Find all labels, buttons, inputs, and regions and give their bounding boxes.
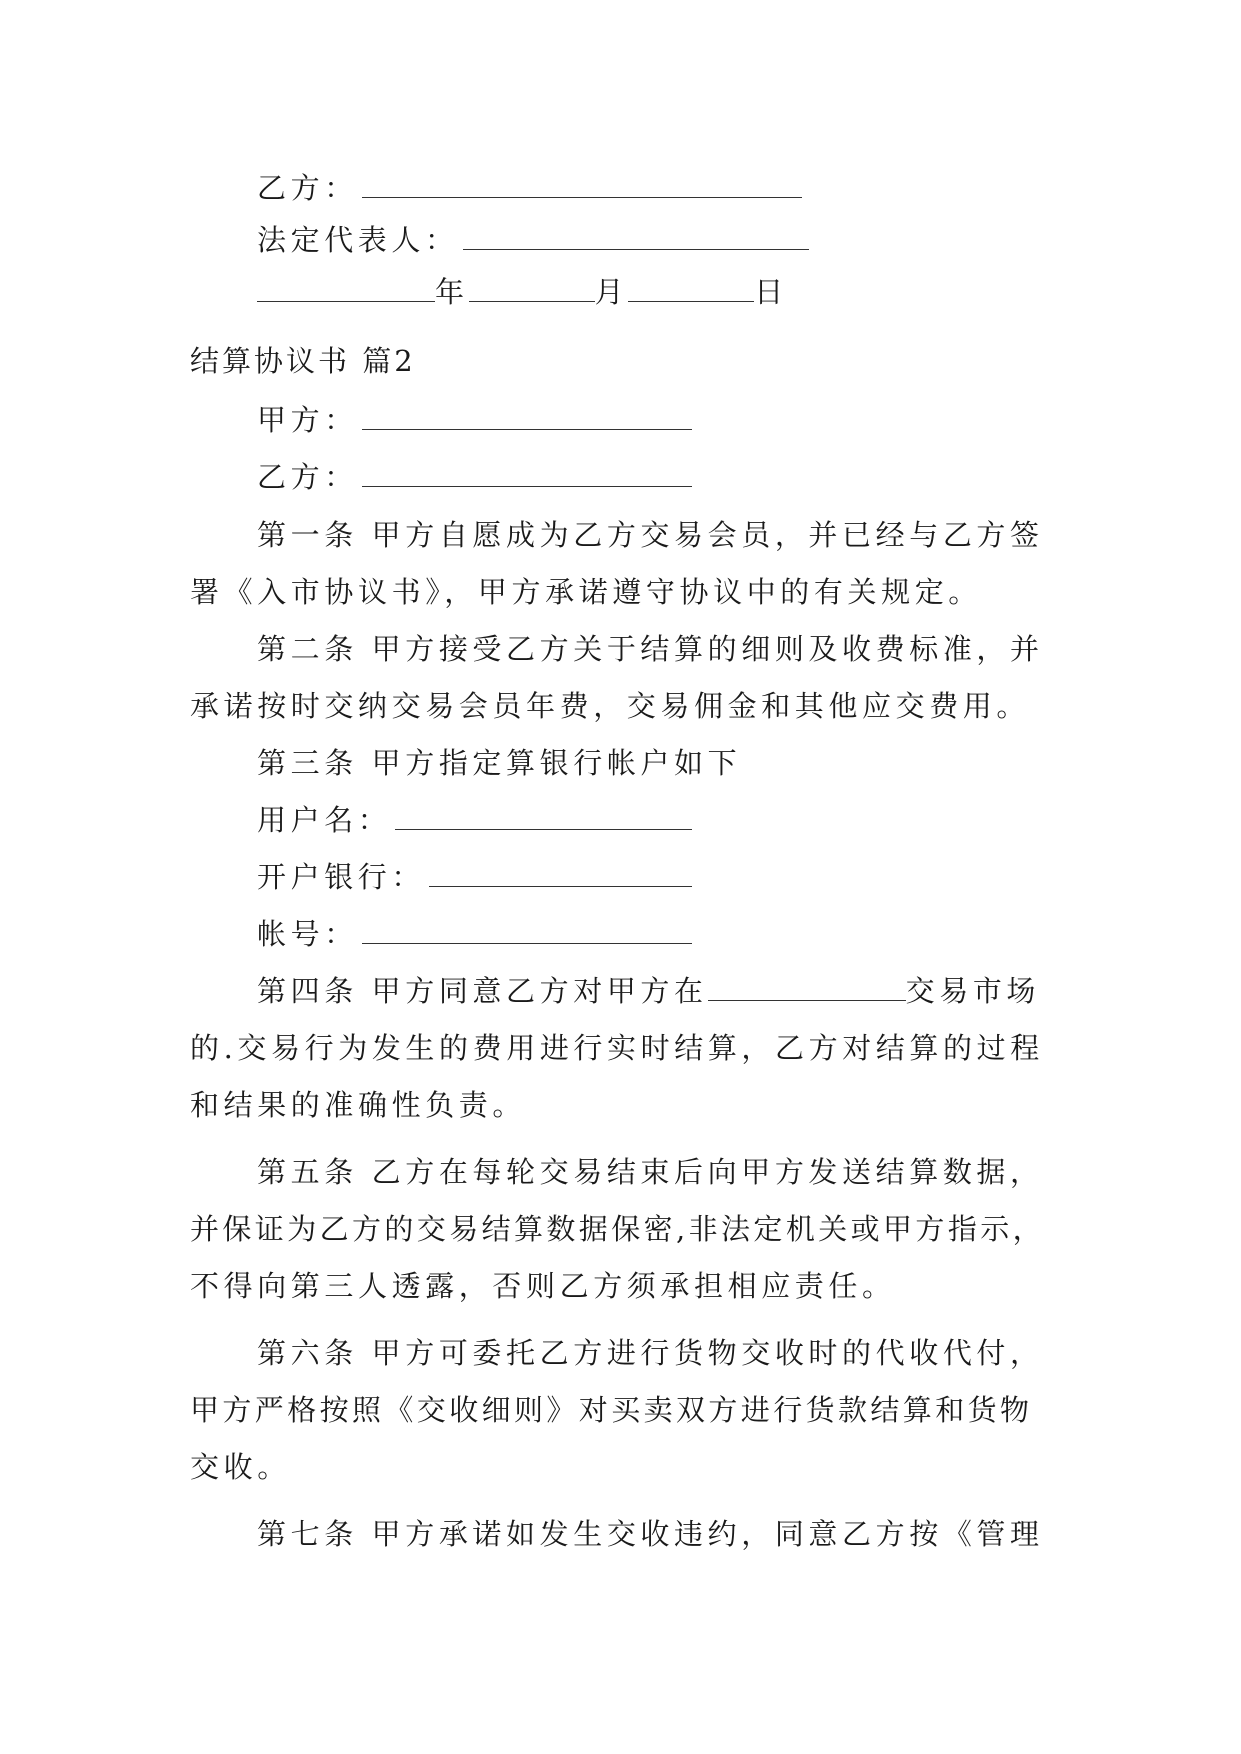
account-number-blank bbox=[362, 913, 692, 944]
article-6-line-1: 第六条 甲方可委托乙方进行货物交收时的代收代付， bbox=[257, 1336, 1044, 1370]
account-number-label: 帐号： bbox=[257, 917, 358, 951]
account-name-blank bbox=[395, 799, 692, 830]
article-1-line-1: 第一条 甲方自愿成为乙方交易会员，并已经与乙方签 bbox=[257, 518, 1044, 552]
article-4-line-2: 的.交易行为发生的费用进行实时结算，乙方对结算的过程 bbox=[190, 1031, 1044, 1065]
party-a-line bbox=[257, 398, 692, 442]
bank-line bbox=[257, 855, 692, 899]
article-4-after: 交易市场 bbox=[905, 974, 1041, 1008]
article-5-line-3: 不得向第三人透露，否则乙方须承担相应责任。 bbox=[190, 1269, 896, 1303]
party-b-line bbox=[257, 166, 802, 210]
month-blank bbox=[469, 271, 595, 302]
party-b2-label: 乙方： bbox=[257, 460, 358, 494]
article-3-line: 第三条 甲方指定算银行帐户如下 bbox=[257, 746, 742, 780]
article-5-line-2: 并保证为乙方的交易结算数据保密,非法定机关或甲方指示， bbox=[190, 1212, 1046, 1246]
bank-label: 开户银行： bbox=[257, 860, 426, 894]
market-blank bbox=[708, 970, 906, 1001]
legal-rep-label: 法定代表人： bbox=[257, 223, 459, 257]
article-2-line-1: 第二条 甲方接受乙方关于结算的细则及收费标准，并 bbox=[257, 632, 1044, 666]
article-6-line-3: 交收。 bbox=[190, 1450, 291, 1484]
party-a-blank bbox=[362, 399, 692, 430]
bank-blank bbox=[429, 856, 692, 887]
year-label: 年 bbox=[435, 275, 469, 309]
section-title: 结算协议书 篇2 bbox=[190, 344, 416, 378]
article-2-line-2: 承诺按时交纳交易会员年费，交易佣金和其他应交费用。 bbox=[190, 689, 1031, 723]
article-4-line-3: 和结果的准确性负责。 bbox=[190, 1088, 527, 1122]
day-blank bbox=[628, 271, 754, 302]
party-b-blank bbox=[362, 167, 802, 198]
month-label: 月 bbox=[594, 275, 629, 309]
party-b2-blank bbox=[362, 456, 692, 487]
account-name-line bbox=[257, 798, 692, 842]
article-5-line-1: 第五条 乙方在每轮交易结束后向甲方发送结算数据， bbox=[257, 1155, 1044, 1189]
legal-rep-line bbox=[257, 218, 809, 262]
date-line bbox=[257, 270, 788, 314]
account-number-line bbox=[257, 912, 692, 956]
party-b2-line bbox=[257, 455, 692, 499]
account-name-label: 用户名： bbox=[257, 803, 392, 837]
article-1-line-2: 署《入市协议书》，甲方承诺遵守协议中的有关规定。 bbox=[190, 575, 982, 609]
article-7-line-1: 第七条 甲方承诺如发生交收违约，同意乙方按《管理 bbox=[257, 1517, 1044, 1551]
year-blank bbox=[257, 271, 435, 302]
day-label: 日 bbox=[754, 275, 788, 309]
party-b-label: 乙方： bbox=[257, 171, 358, 205]
legal-rep-blank bbox=[463, 219, 809, 250]
article-6-line-2: 甲方严格按照《交收细则》对买卖双方进行货款结算和货物 bbox=[190, 1393, 1033, 1427]
article-4-line-1 bbox=[257, 969, 1040, 1013]
party-a-label: 甲方： bbox=[257, 403, 358, 437]
article-4-before: 第四条 甲方同意乙方对甲方在 bbox=[257, 974, 708, 1008]
